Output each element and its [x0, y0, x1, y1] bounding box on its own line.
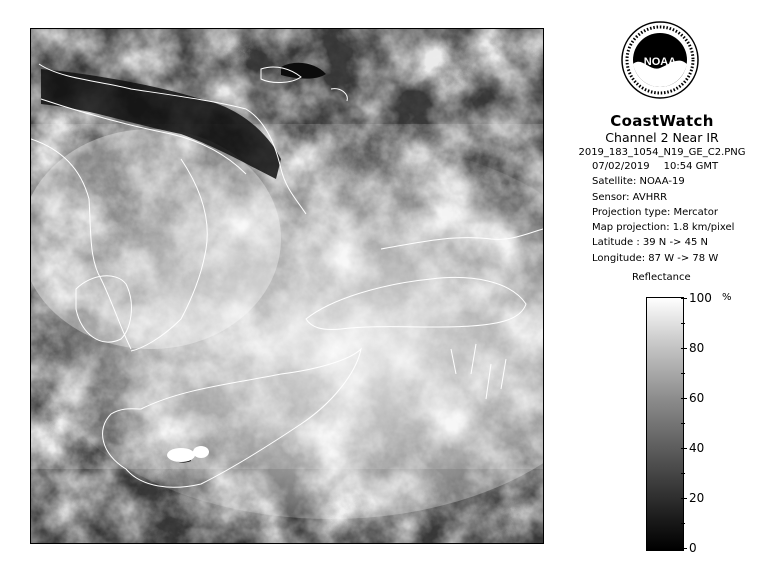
colorbar-tick-label: 20: [689, 491, 705, 505]
legend-unit: %: [722, 292, 732, 303]
colorbar-tick: [681, 398, 687, 399]
colorbar-tick: [681, 448, 687, 449]
map-projection-line: Map projection: 1.8 km/pixel: [592, 222, 735, 234]
bright-cloud-1: [167, 448, 195, 462]
sensor-line: Sensor: AVHRR: [592, 191, 668, 203]
colorbar-tick-label: 40: [689, 441, 705, 455]
noaa-logo-text: NOAA: [643, 56, 677, 68]
colorbar-tick-label: 100: [689, 291, 712, 305]
satellite-line: Satellite: NOAA-19: [592, 176, 685, 188]
reflectance-colorbar: [646, 297, 684, 551]
filename: 2019_183_1054_N19_GE_C2.PNG: [578, 147, 746, 158]
datetime-line: [562, 159, 762, 174]
noaa-logo-svg: [620, 20, 700, 100]
longitude-line: Longitude: 87 W -> 78 W: [592, 252, 719, 264]
date-value: 07/02/2019: [592, 161, 650, 172]
channel-title: Channel 2 Near IR: [605, 130, 719, 145]
colorbar-tick: [681, 348, 687, 349]
colorbar-tick: [681, 548, 687, 549]
projection-type-line: Projection type: Mercator: [592, 206, 718, 218]
colorbar-minor-tick: [681, 523, 685, 524]
colorbar-tick-label: 80: [689, 341, 705, 355]
colorbar-minor-tick: [681, 473, 685, 474]
colorbar-tick-label: 0: [689, 541, 697, 555]
colorbar-minor-tick: [681, 373, 685, 374]
colorbar-minor-tick: [681, 423, 685, 424]
colorbar-tick-label: 60: [689, 391, 705, 405]
brand-title: CoastWatch: [610, 112, 714, 130]
colorbar-tick: [681, 298, 687, 299]
latitude-line: Latitude : 39 N -> 45 N: [592, 237, 708, 249]
info-panel: [562, 113, 762, 266]
colorbar-tick: [681, 498, 687, 499]
legend-title: Reflectance: [632, 272, 691, 283]
satellite-image: [30, 28, 544, 544]
satellite-image-svg: [31, 29, 543, 543]
time-value: 10:54 GMT: [663, 161, 719, 172]
colorbar-minor-tick: [681, 323, 685, 324]
noaa-logo: [620, 20, 700, 100]
bright-cloud-2: [193, 446, 209, 458]
